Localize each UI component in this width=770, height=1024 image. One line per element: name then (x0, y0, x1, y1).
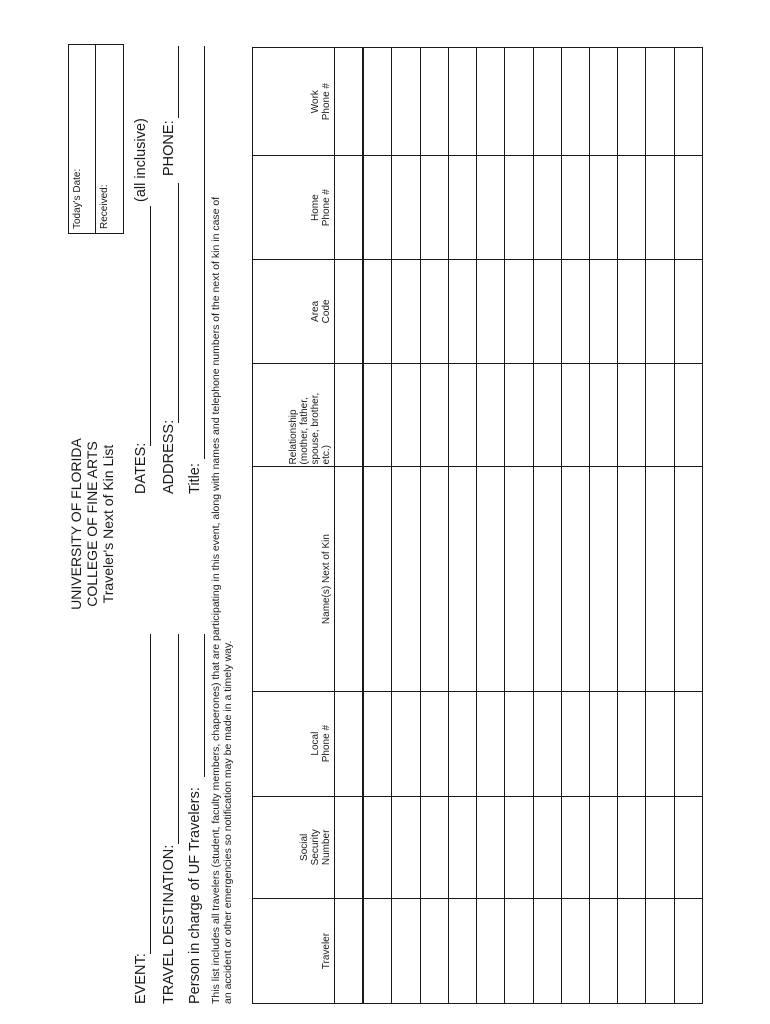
table-cell[interactable] (674, 48, 702, 156)
table-cell[interactable] (448, 796, 476, 899)
table-cell[interactable] (674, 691, 702, 796)
table-row (335, 48, 364, 1004)
col-header-work-phone (253, 48, 335, 156)
table-cell[interactable] (420, 899, 448, 1004)
address-field[interactable] (178, 183, 179, 423)
table-cell[interactable] (533, 260, 561, 364)
col-header-line: Social (299, 833, 310, 861)
table-cell[interactable] (674, 363, 702, 467)
date-received-box (68, 44, 124, 234)
table-cell[interactable] (561, 796, 589, 899)
table-cell[interactable] (589, 156, 617, 260)
table-cell[interactable] (505, 467, 533, 691)
col-header-local-phone (253, 691, 335, 796)
event-label: EVENT: (133, 953, 149, 1004)
form-title: Traveler's Next of Kin List (100, 444, 116, 604)
title-field[interactable] (204, 46, 205, 459)
table-cell[interactable] (533, 467, 561, 691)
table-cell[interactable] (335, 156, 364, 260)
col-header-line: Security (310, 829, 321, 866)
table-cell[interactable] (505, 260, 533, 364)
todays-date-field[interactable] (69, 45, 96, 233)
travel-destination-field[interactable] (178, 634, 179, 844)
table-cell[interactable] (335, 796, 364, 899)
table-cell[interactable] (335, 467, 364, 691)
table-cell[interactable] (363, 691, 392, 796)
title-label: Title: (187, 463, 203, 494)
instructions-text: This list includes all travelers (student, faculty members, chaperones) that are participating in this event, along with names and telephone numbers of the next of kin in case of an accident or other emergencies so notification may be made in a timely way. (210, 196, 234, 1004)
table-cell[interactable] (477, 156, 505, 260)
table-cell[interactable] (363, 48, 392, 156)
col-header-line: Phone # (321, 189, 332, 227)
phone-label: PHONE: (161, 120, 177, 176)
table-header-row (253, 48, 335, 1004)
col-header-line: Work (310, 90, 321, 114)
table-row (392, 48, 420, 1004)
table-cell[interactable] (533, 363, 561, 467)
table-cell[interactable] (561, 691, 589, 796)
table-cell[interactable] (477, 48, 505, 156)
table-body (335, 48, 703, 1004)
table-row (363, 48, 392, 1004)
table-cell[interactable] (561, 260, 589, 364)
table-cell[interactable] (363, 796, 392, 899)
table-cell[interactable] (477, 467, 505, 691)
table-cell[interactable] (448, 467, 476, 691)
col-header-line: Local (310, 731, 321, 756)
table-cell[interactable] (674, 156, 702, 260)
table-cell[interactable] (363, 467, 392, 691)
table-cell[interactable] (392, 691, 420, 796)
person-in-charge-field[interactable] (204, 634, 205, 777)
table-cell[interactable] (561, 363, 589, 467)
table-cell[interactable] (646, 260, 674, 364)
col-header-area-code (253, 260, 335, 364)
table-cell[interactable] (646, 363, 674, 467)
table-cell[interactable] (363, 156, 392, 260)
col-header-line: Relationship (288, 409, 299, 465)
col-header-line: Name(s) Next of Kin (321, 534, 332, 625)
table-cell[interactable] (448, 156, 476, 260)
table-cell[interactable] (392, 899, 420, 1004)
col-header-next-of-kin (253, 467, 335, 691)
phone-field[interactable] (178, 46, 179, 118)
all-inclusive-note: (all inclusive) (133, 118, 149, 202)
table-cell[interactable] (561, 467, 589, 691)
event-field[interactable] (150, 634, 151, 954)
table-cell[interactable] (477, 363, 505, 467)
col-header-line: Home (310, 194, 321, 221)
table-cell[interactable] (505, 899, 533, 1004)
col-header-line: spouse, brother, (310, 392, 321, 465)
table-row (674, 48, 702, 1004)
table-cell[interactable] (505, 796, 533, 899)
table-cell[interactable] (561, 899, 589, 1004)
table-cell[interactable] (674, 260, 702, 364)
table-cell[interactable] (448, 363, 476, 467)
col-header-line: Phone # (321, 724, 332, 763)
col-header-line: Area (310, 300, 321, 322)
table-row (618, 48, 646, 1004)
table-cell[interactable] (477, 260, 505, 364)
table-cell[interactable] (646, 48, 674, 156)
table-cell[interactable] (392, 156, 420, 260)
table-cell[interactable] (646, 691, 674, 796)
person-in-charge-label: Person in charge of UF Travelers: (187, 787, 203, 1004)
table-cell[interactable] (589, 899, 617, 1004)
col-header-relationship (253, 363, 335, 467)
table-cell[interactable] (477, 796, 505, 899)
col-header-home-phone (253, 156, 335, 260)
table-cell[interactable] (335, 48, 364, 156)
table-cell[interactable] (505, 156, 533, 260)
table-cell[interactable] (646, 796, 674, 899)
table-cell[interactable] (420, 48, 448, 156)
table-cell[interactable] (533, 156, 561, 260)
table-cell[interactable] (561, 156, 589, 260)
received-field[interactable] (96, 45, 123, 233)
table-cell[interactable] (589, 363, 617, 467)
traveler-table (252, 47, 703, 1004)
table-cell[interactable] (448, 899, 476, 1004)
table-row (561, 48, 589, 1004)
received-label: Received: (99, 184, 110, 229)
col-header-line: (mother, father, (299, 397, 310, 465)
table-cell[interactable] (674, 467, 702, 691)
table-cell[interactable] (618, 691, 646, 796)
table-cell[interactable] (335, 899, 364, 1004)
address-label: ADDRESS: (161, 419, 177, 494)
table-cell[interactable] (533, 899, 561, 1004)
col-header-ssn (253, 796, 335, 899)
table-cell[interactable] (618, 796, 646, 899)
table-cell[interactable] (618, 467, 646, 691)
table-cell[interactable] (363, 260, 392, 364)
table-cell[interactable] (533, 796, 561, 899)
table-cell[interactable] (533, 691, 561, 796)
table-cell[interactable] (335, 691, 364, 796)
table-cell[interactable] (533, 48, 561, 156)
form-header (68, 404, 116, 644)
table-cell[interactable] (646, 467, 674, 691)
table-cell[interactable] (505, 48, 533, 156)
table-row (505, 48, 533, 1004)
table-cell[interactable] (561, 48, 589, 156)
table-cell[interactable] (420, 260, 448, 364)
table-cell[interactable] (505, 691, 533, 796)
col-header-line: Phone # (321, 83, 332, 121)
table-cell[interactable] (646, 899, 674, 1004)
table-cell[interactable] (392, 467, 420, 691)
table-cell[interactable] (335, 260, 364, 364)
dates-field[interactable] (150, 206, 151, 446)
table-cell[interactable] (674, 899, 702, 1004)
table-cell[interactable] (420, 691, 448, 796)
table-cell[interactable] (618, 48, 646, 156)
table-cell[interactable] (448, 260, 476, 364)
table-cell[interactable] (589, 691, 617, 796)
dates-label: DATES: (133, 442, 149, 494)
table-row (448, 48, 476, 1004)
table-cell[interactable] (589, 796, 617, 899)
table-cell[interactable] (589, 260, 617, 364)
table-cell[interactable] (363, 363, 392, 467)
table-row (589, 48, 617, 1004)
table-cell[interactable] (589, 467, 617, 691)
table-cell[interactable] (477, 899, 505, 1004)
table-cell[interactable] (392, 363, 420, 467)
college-name: COLLEGE OF FINE ARTS (84, 441, 100, 607)
table-row (477, 48, 505, 1004)
table-cell[interactable] (646, 156, 674, 260)
table-cell[interactable] (589, 48, 617, 156)
table-cell[interactable] (505, 363, 533, 467)
table-cell[interactable] (618, 156, 646, 260)
table-cell[interactable] (420, 467, 448, 691)
travel-destination-label: TRAVEL DESTINATION: (161, 844, 177, 1004)
table-cell[interactable] (420, 796, 448, 899)
table-cell[interactable] (477, 691, 505, 796)
table-row (646, 48, 674, 1004)
table-row (420, 48, 448, 1004)
col-header-line: Number (321, 829, 332, 866)
table-cell[interactable] (392, 48, 420, 156)
table-cell[interactable] (335, 363, 364, 467)
table-cell[interactable] (420, 156, 448, 260)
table-cell[interactable] (448, 691, 476, 796)
col-header-line: Code (321, 299, 332, 324)
col-header-line: Traveler (321, 932, 332, 970)
university-name: UNIVERSITY OF FLORIDA (68, 438, 84, 610)
table-cell[interactable] (392, 260, 420, 364)
todays-date-label: Today's Date: (72, 168, 83, 229)
table-cell[interactable] (392, 796, 420, 899)
table-cell[interactable] (618, 363, 646, 467)
col-header-line: etc.) (321, 445, 332, 465)
table-cell[interactable] (448, 48, 476, 156)
table-cell[interactable] (618, 260, 646, 364)
table-cell[interactable] (420, 363, 448, 467)
table-cell[interactable] (674, 796, 702, 899)
col-header-traveler (253, 899, 335, 1004)
table-row (533, 48, 561, 1004)
table-cell[interactable] (618, 899, 646, 1004)
table-cell[interactable] (363, 899, 392, 1004)
